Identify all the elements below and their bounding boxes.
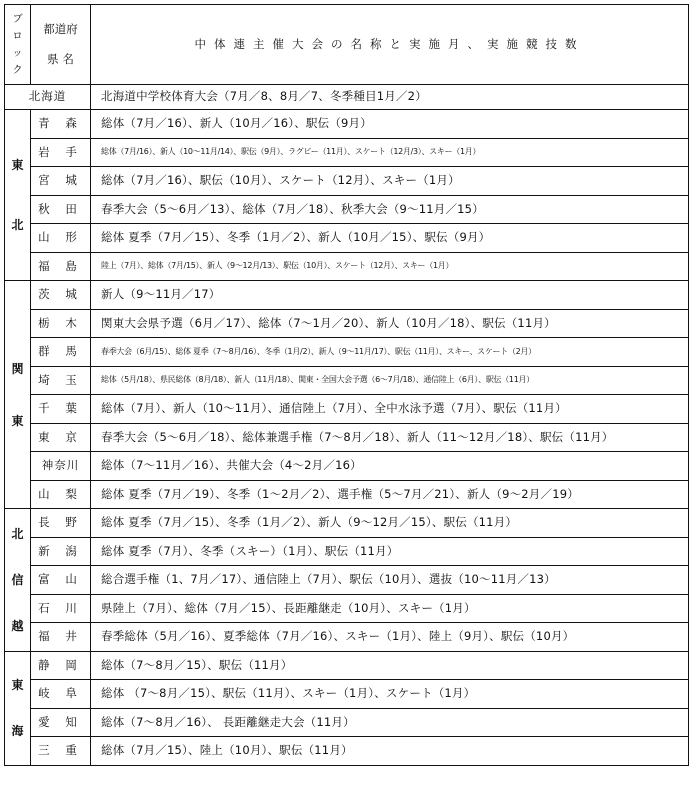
- block-label-tohoku: 東 北: [5, 110, 31, 281]
- competition-info: 総体（7月／16）、新人（10月／16）、駅伝（9月）: [91, 110, 689, 139]
- table-row: [5, 423, 689, 452]
- table-row: [5, 366, 689, 395]
- competition-info: 春季総体（5月／16）、夏季総体（7月／16）、スキー（1月）、陸上（9月）、駅伝（10月）: [91, 623, 689, 652]
- block-column-header: ブ ロ ッ ク: [5, 5, 31, 85]
- competition-info: 総体（7～8月／15）、駅伝（11月）: [91, 651, 689, 680]
- prefecture-name: 神奈川: [31, 452, 91, 481]
- competition-info: 総体（7～11月／16）、共催大会（4～2月／16）: [91, 452, 689, 481]
- table-row: [5, 594, 689, 623]
- table-row: [5, 537, 689, 566]
- table-row: [5, 338, 689, 367]
- competition-info: 総体 夏季（7月／19）、冬季（1～2月／2）、選手権（5～7月／21）、新人（9～2月／19）: [91, 480, 689, 509]
- prefecture-name: 青 森: [31, 110, 91, 139]
- table-row: [5, 110, 689, 139]
- table-row: [5, 85, 689, 110]
- competition-info: 総体 夏季（7月）、冬季（スキー）（1月）、駅伝（11月）: [91, 537, 689, 566]
- prefecture-name: 秋 田: [31, 195, 91, 224]
- prefecture-name: 山 梨: [31, 480, 91, 509]
- block-label-tokai: 東 海: [5, 651, 31, 765]
- competition-info: 総体（5月/18）、県民総体（8月/18）、新人（11月/18）、関東・全国大会予選（6～7月/18）、通信陸上（6月）、駅伝（11月）: [91, 366, 689, 395]
- table-row: [5, 224, 689, 253]
- competition-info: 春季大会（5～6月／18）、総体兼選手権（7～8月／18）、新人（11～12月／18）、駅伝（11月）: [91, 423, 689, 452]
- prefecture-name: 宮 城: [31, 167, 91, 196]
- table-row: [5, 480, 689, 509]
- prefecture-name: 岩 手: [31, 138, 91, 167]
- competition-info: 春季大会（5～6月／13）、総体（7月／18）、秋季大会（9～11月／15）: [91, 195, 689, 224]
- table-row: [5, 138, 689, 167]
- table-row: [5, 623, 689, 652]
- table-row: [5, 680, 689, 709]
- prefecture-name: 三 重: [31, 737, 91, 766]
- competition-info: 新人（9～11月／17）: [91, 281, 689, 310]
- prefecture-column-header: 都道府 県 名: [31, 5, 91, 85]
- competition-info: 総体 夏季（7月／15）、冬季（1月／2）、新人（10月／15）、駅伝（9月）: [91, 224, 689, 253]
- table-row: [5, 281, 689, 310]
- table-row: [5, 452, 689, 481]
- table-row: [5, 252, 689, 281]
- table-row: [5, 566, 689, 595]
- block-label-hokushinetsu: 北 信 越: [5, 509, 31, 652]
- table-row: [5, 195, 689, 224]
- table-row: [5, 509, 689, 538]
- header-row: [5, 5, 689, 85]
- prefecture-name: 長 野: [31, 509, 91, 538]
- prefecture-name: 福 島: [31, 252, 91, 281]
- competition-info: 陸上（7月）、総体（7月/15）、新人（9～12月/13）、駅伝（10月）、スケート（12月）、スキー（1月）: [91, 252, 689, 281]
- competition-info: 総体（7月）、新人（10～11月）、通信陸上（7月）、全中水泳予選（7月）、駅伝（11月）: [91, 395, 689, 424]
- prefecture-name: 愛 知: [31, 708, 91, 737]
- competition-info: 総体（7～8月／16）、 長距離継走大会（11月）: [91, 708, 689, 737]
- prefecture-name: 群 馬: [31, 338, 91, 367]
- competition-info: 総体（7月／16）、駅伝（10月）、スケート（12月）、スキー（1月）: [91, 167, 689, 196]
- prefecture-name: 岐 阜: [31, 680, 91, 709]
- competition-info: 総体 （7～8月／15）、駅伝（11月）、スキー（1月）、スケート（1月）: [91, 680, 689, 709]
- prefecture-name: 茨 城: [31, 281, 91, 310]
- table-row: [5, 167, 689, 196]
- table-row: [5, 395, 689, 424]
- prefecture-name: 石 川: [31, 594, 91, 623]
- table-row: [5, 708, 689, 737]
- prefecture-name: 北海道: [5, 85, 91, 110]
- prefecture-name: 福 井: [31, 623, 91, 652]
- competition-info: 総合選手権（1、7月／17）、通信陸上（7月）、駅伝（10月）、選抜（10～11月／13）: [91, 566, 689, 595]
- competition-info: 総体 夏季（7月／15）、冬季（1月／2）、新人（9～12月／15）、駅伝（11月）: [91, 509, 689, 538]
- table-row: [5, 651, 689, 680]
- prefecture-name: 山 形: [31, 224, 91, 253]
- competition-info: 春季大会（6月/15）、総体 夏季（7～8月/16）、冬季（1月/2）、新人（9～11月/17）、駅伝（11月）、スキー、スケート（2月）: [91, 338, 689, 367]
- competition-table: [4, 4, 689, 766]
- prefecture-name: 新 潟: [31, 537, 91, 566]
- competition-info: 総体（7月／15）、陸上（10月）、駅伝（11月）: [91, 737, 689, 766]
- prefecture-name: 埼 玉: [31, 366, 91, 395]
- competition-info: 北海道中学校体育大会（7月／8、8月／7、冬季種目1月／2）: [91, 85, 689, 110]
- block-label-kanto: 関 東: [5, 281, 31, 509]
- prefecture-name: 栃 木: [31, 309, 91, 338]
- prefecture-name: 静 岡: [31, 651, 91, 680]
- prefecture-name: 千 葉: [31, 395, 91, 424]
- table-row: [5, 737, 689, 766]
- competition-info: 総体（7月/16）、新人（10～11月/14）、駅伝（9月）、ラグビー（11月）、スケート（12月/3）、スキー（1月）: [91, 138, 689, 167]
- prefecture-name: 富 山: [31, 566, 91, 595]
- competition-info: 県陸上（7月）、総体（7月／15）、長距離継走（10月）、スキー（1月）: [91, 594, 689, 623]
- table-row: [5, 309, 689, 338]
- competition-info: 関東大会県予選（6月／17）、総体（7～1月／20）、新人（10月／18）、駅伝（11月）: [91, 309, 689, 338]
- table-title: 中体連主催大会の名称と実施月、実施競技数: [91, 5, 689, 85]
- prefecture-name: 東 京: [31, 423, 91, 452]
